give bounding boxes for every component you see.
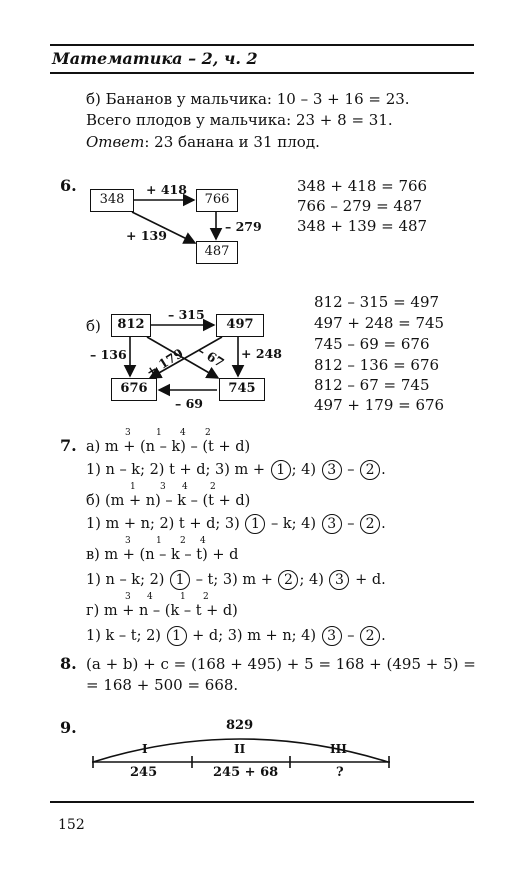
g-circle-2: 2 (360, 626, 380, 646)
task7-b-expr-text: б) (m + n) – k – (t + d) (86, 493, 251, 509)
a-index-1: 3 (125, 428, 131, 438)
g-ans-minus: – (347, 628, 355, 644)
answer-text: : 23 банана и 31 плод. (144, 133, 320, 151)
eq-b-4: 812 – 136 = 676 (314, 356, 440, 374)
a-circle-2: 2 (360, 460, 380, 480)
task7-v-answers (86, 570, 386, 590)
a-index-4: 2 (205, 428, 211, 438)
g-index-4: 2 (203, 592, 209, 602)
task8-line-1: (a + b) + c = (168 + 495) + 5 = 168 + (495 + 5) = (86, 655, 476, 673)
task7-g-expression (86, 602, 238, 620)
task7-a-answers (86, 460, 386, 480)
task-7-number: 7. (60, 436, 77, 455)
eq-b-5: 812 – 67 = 745 (314, 376, 430, 394)
label-plus-418: + 418 (146, 182, 187, 197)
eq-a-1: 348 + 418 = 766 (297, 177, 428, 195)
b-ans-dot: . (381, 516, 386, 532)
box-348: 348 (90, 189, 134, 212)
task7-a-expr-text: а) m + (n – k) – (t + d) (86, 439, 251, 455)
b-index-2: 3 (160, 482, 166, 492)
box-676: 676 (111, 378, 157, 401)
running-header: Математика – 2, ч. 2 (52, 49, 258, 68)
task8-line-2: = 168 + 500 = 668. (86, 676, 239, 694)
footer-rule (50, 801, 474, 803)
g-circle-1: 1 (167, 626, 187, 646)
b-line-1: б) Бананов у мальчика: 10 – 3 + 16 = 23. (86, 90, 410, 108)
segment-part-1: I (142, 742, 148, 756)
box-487: 487 (196, 241, 238, 264)
b-ans-text-1: 1) m + n; 2) t + d; 3) (86, 516, 240, 532)
v-index-2: 1 (156, 536, 162, 546)
v-ans-text-3: ; 4) (299, 572, 324, 588)
a-index-2: 1 (156, 428, 162, 438)
task7-g-expr-text: г) m + n – (k – t + d) (86, 603, 238, 619)
b-index-3: 4 (182, 482, 188, 492)
task7-v-expr-text: в) m + (n – k – t) + d (86, 547, 239, 563)
a-ans-dot: . (381, 462, 386, 478)
v-ans-text-2: – t; 3) m + (195, 572, 273, 588)
label-minus-279: – 279 (225, 219, 262, 234)
eq-b-6: 497 + 179 = 676 (314, 396, 445, 414)
a-ans-minus: – (347, 462, 355, 478)
a-ans-text-2: ; 4) (291, 462, 317, 478)
g-index-1: 3 (125, 592, 131, 602)
page-number: 152 (58, 817, 85, 833)
segment-value-1: 245 (130, 765, 158, 780)
a-index-3: 4 (180, 428, 186, 438)
v-index-1: 3 (125, 536, 131, 546)
task-8-number: 8. (60, 654, 77, 673)
v-ans-text-1: 1) n – k; 2) (86, 572, 165, 588)
box-766: 766 (196, 189, 238, 212)
diagram-b-prefix: б) (86, 317, 101, 335)
v-ans-text-4: + d. (355, 572, 386, 588)
v-index-4: 4 (200, 536, 206, 546)
g-ans-dot: . (381, 628, 386, 644)
b-ans-minus: – (347, 516, 355, 532)
segment-value-2: 245 + 68 (213, 765, 279, 780)
b-circle-1: 1 (245, 514, 265, 534)
eq-b-1: 812 – 315 = 497 (314, 293, 440, 311)
label-minus-315: – 315 (168, 307, 205, 322)
g-circle-3: 3 (322, 626, 342, 646)
g-ans-text-1: 1) k – t; 2) (86, 628, 161, 644)
a-ans-text-1: 1) n – k; 2) t + d; 3) m + (86, 462, 266, 478)
label-plus-139: + 139 (126, 228, 167, 243)
task7-b-answers (86, 514, 386, 534)
v-circle-1: 1 (170, 570, 190, 590)
eq-b-3: 745 – 69 = 676 (314, 335, 430, 353)
b-index-4: 2 (210, 482, 216, 492)
eq-a-3: 348 + 139 = 487 (297, 217, 428, 235)
b-ans-text-2: – k; 4) (271, 516, 317, 532)
task7-b-expression (86, 492, 250, 510)
b-circle-3: 3 (322, 514, 342, 534)
segment-part-3: III (330, 742, 347, 756)
g-index-2: 4 (147, 592, 153, 602)
b-line-2: Всего плодов у мальчика: 23 + 8 = 31. (86, 111, 393, 129)
b-index-1: 1 (130, 482, 136, 492)
task7-v-expression (86, 546, 238, 564)
segment-part-2: II (234, 742, 246, 756)
v-circle-3: 3 (329, 570, 349, 590)
b-circle-2: 2 (360, 514, 380, 534)
segment-total: 829 (226, 718, 254, 733)
task-9-number: 9. (60, 718, 77, 737)
task-6-number: 6. (60, 176, 77, 195)
g-ans-text-2: + d; 3) m + n; 4) (192, 628, 317, 644)
answer-label: Ответ (86, 133, 145, 151)
label-plus-179: + 179 (143, 345, 186, 380)
box-745: 745 (219, 378, 265, 401)
box-812: 812 (111, 314, 151, 337)
g-index-3: 1 (180, 592, 186, 602)
eq-b-2: 497 + 248 = 745 (314, 314, 445, 332)
label-minus-136: – 136 (90, 347, 127, 362)
a-circle-1: 1 (271, 460, 291, 480)
a-circle-3: 3 (322, 460, 342, 480)
v-circle-2: 2 (278, 570, 298, 590)
box-497: 497 (216, 314, 264, 337)
label-minus-69: – 69 (175, 396, 203, 411)
eq-a-2: 766 – 279 = 487 (297, 197, 423, 215)
task7-g-answers (86, 626, 386, 646)
task7-a-expression (86, 438, 250, 456)
label-plus-248: + 248 (241, 346, 282, 361)
label-minus-67: – 67 (195, 342, 227, 371)
v-index-3: 2 (180, 536, 186, 546)
segment-value-3: ? (336, 765, 344, 780)
